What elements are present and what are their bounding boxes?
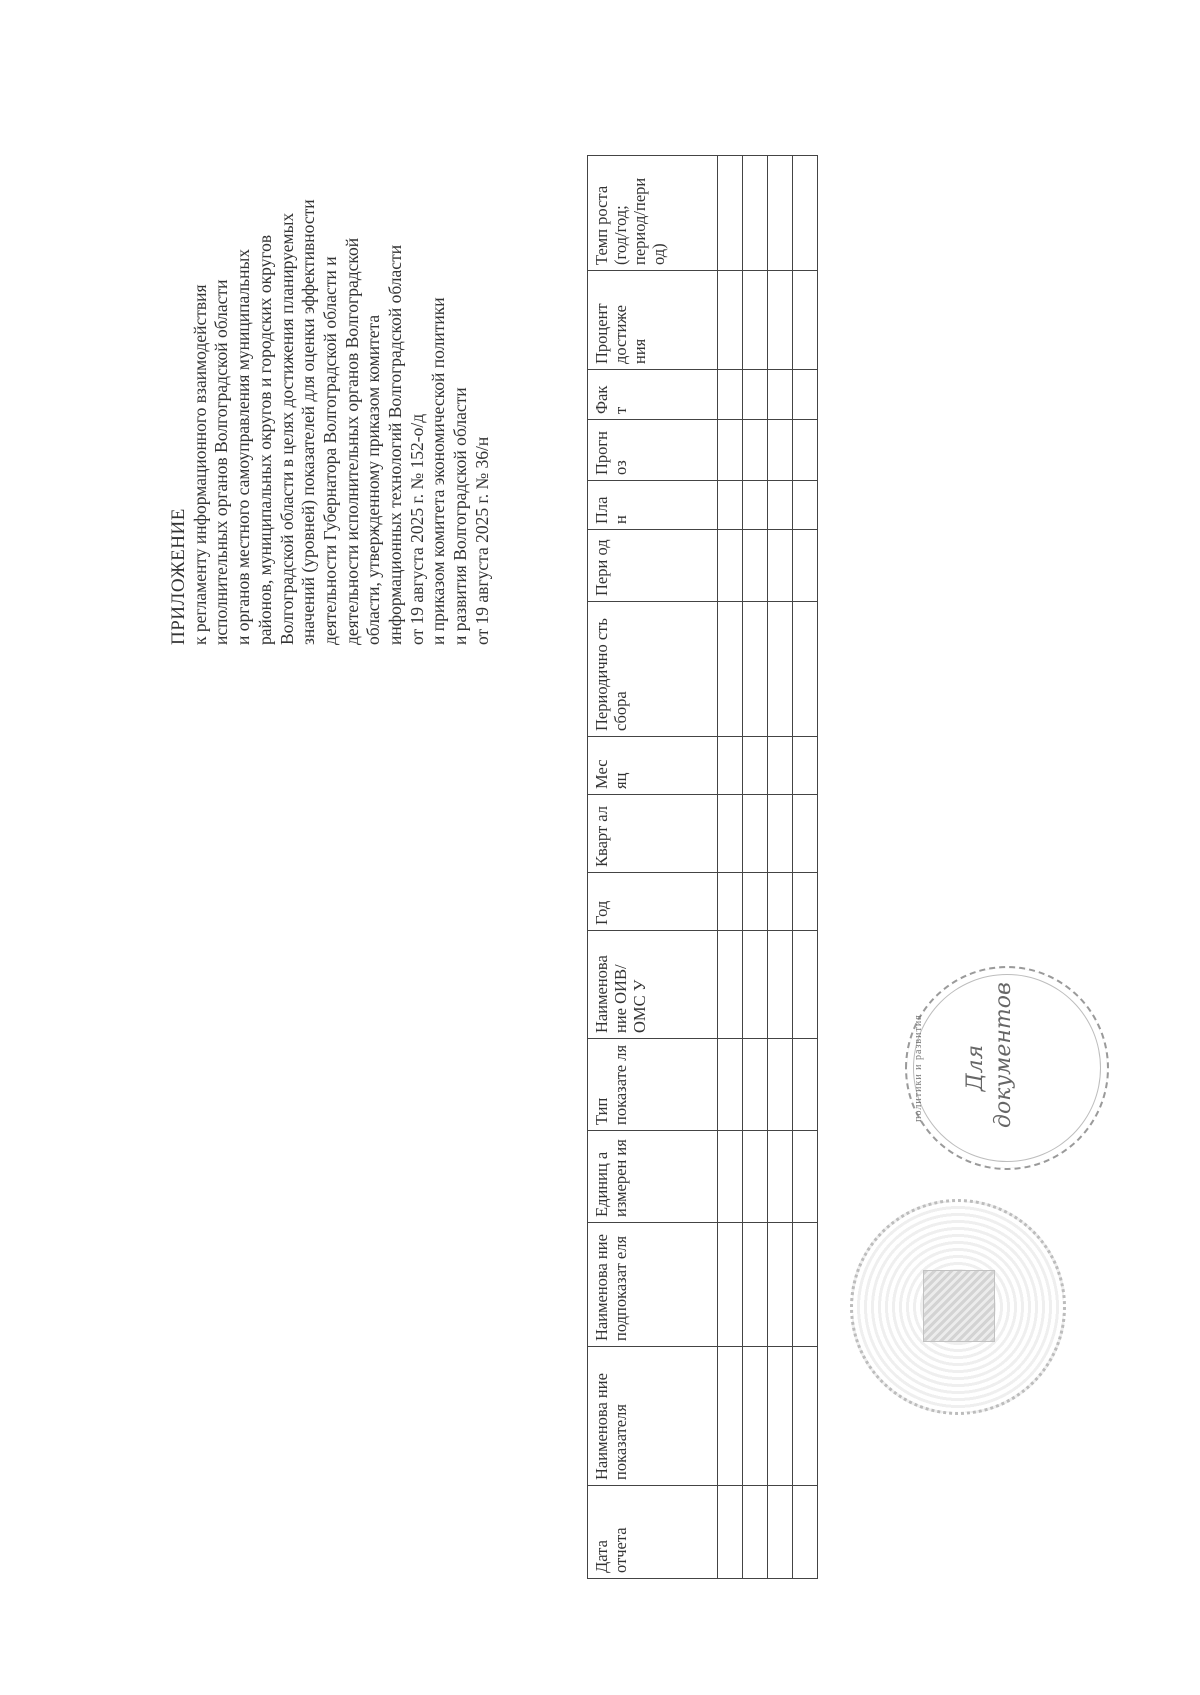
table-cell — [768, 271, 793, 370]
table-cell — [793, 156, 818, 271]
table-cell — [768, 795, 793, 873]
table-cell — [743, 481, 768, 530]
table-cell — [768, 420, 793, 481]
appendix-title: ПРИЛОЖЕНИЕ — [168, 508, 189, 645]
column-header-period: Пери од — [588, 530, 718, 602]
table-cell — [718, 602, 743, 737]
round-seal-label: Для документов — [963, 982, 1016, 1128]
table-cell — [768, 1347, 793, 1486]
header-line: области, утвержденному приказом комитета — [363, 314, 384, 645]
column-header-report-date: Дата отчета — [588, 1486, 718, 1579]
header-line: Волгоградской области в целях достижения планируемых — [276, 212, 297, 645]
header-line: и органов местного самоуправления муниципальных — [233, 249, 254, 645]
table-cell — [768, 1131, 793, 1223]
header-line: и приказом комитета экономической политики — [428, 297, 449, 645]
table-cell — [768, 873, 793, 931]
stamp-emblem — [923, 1270, 995, 1342]
table-cell — [793, 795, 818, 873]
official-stamp-seal — [850, 1199, 1066, 1415]
header-line: от 19 августа 2025 г. № 152-о/д — [406, 413, 427, 645]
table-cell — [718, 420, 743, 481]
table-cell — [793, 931, 818, 1039]
table-cell — [793, 1223, 818, 1347]
column-header-fact: Фак т — [588, 370, 718, 420]
table-cell — [743, 370, 768, 420]
column-header-growth-rate: Темп роста (год/год; период/пери од) — [588, 156, 718, 271]
table-cell — [793, 370, 818, 420]
table-cell — [743, 873, 768, 931]
table-cell — [718, 1039, 743, 1131]
header-line: от 19 августа 2025 г. № 36/н — [471, 436, 492, 645]
report-table-container — [587, 155, 818, 1579]
table-cell — [793, 1486, 818, 1579]
table-cell — [743, 1039, 768, 1131]
table-cell — [743, 737, 768, 795]
table-row — [793, 156, 818, 1579]
column-header-month: Мес яц — [588, 737, 718, 795]
table-cell — [793, 1039, 818, 1131]
header-line: к регламенту информационного взаимодействия — [189, 284, 210, 645]
table-row — [768, 156, 793, 1579]
header-line: информационных технологий Волгоградской области — [385, 244, 406, 645]
table-cell — [793, 737, 818, 795]
table-cell — [743, 420, 768, 481]
table-cell — [793, 530, 818, 602]
header-line: деятельности исполнительных органов Волгоградской — [341, 237, 362, 645]
table-cell — [718, 931, 743, 1039]
table-cell — [768, 481, 793, 530]
table-cell — [768, 931, 793, 1039]
round-seal-ring-text: политики и развития — [913, 1014, 924, 1122]
table-cell — [768, 737, 793, 795]
table-cell — [718, 1347, 743, 1486]
table-cell — [743, 530, 768, 602]
table-cell — [718, 271, 743, 370]
table-cell — [768, 1039, 793, 1131]
table-cell — [768, 530, 793, 602]
table-cell — [743, 602, 768, 737]
table-cell — [718, 873, 743, 931]
round-seal-text — [962, 982, 1052, 1128]
table-cell — [743, 1131, 768, 1223]
table-cell — [718, 737, 743, 795]
table-cell — [718, 156, 743, 271]
header-line: районов, муниципальных округов и городских округов — [254, 234, 275, 645]
column-header-plan: Пла н — [588, 481, 718, 530]
table-cell — [718, 370, 743, 420]
table-cell — [743, 271, 768, 370]
header-line: значений (уровней) показателей для оценки эффективности — [298, 199, 319, 645]
column-header-quarter: Кварт ал — [588, 795, 718, 873]
round-seal — [905, 966, 1109, 1170]
table-header-row — [588, 156, 718, 1579]
table-cell — [793, 602, 818, 737]
header-line: исполнительных органов Волгоградской области — [211, 279, 232, 645]
table-row — [743, 156, 768, 1579]
table-cell — [718, 530, 743, 602]
column-header-indicator-type: Тип показате ля — [588, 1039, 718, 1131]
table-cell — [793, 1347, 818, 1486]
column-header-unit: Единиц а измерен ия — [588, 1131, 718, 1223]
table-cell — [718, 481, 743, 530]
column-header-organization: Наименова ние ОИВ/ОМС У — [588, 931, 718, 1039]
table-cell — [743, 1223, 768, 1347]
column-header-forecast: Прогн оз — [588, 420, 718, 481]
table-cell — [743, 795, 768, 873]
table-cell — [743, 931, 768, 1039]
table-cell — [793, 873, 818, 931]
table-cell — [718, 1223, 743, 1347]
column-header-indicator-name: Наименова ние показателя — [588, 1347, 718, 1486]
table-cell — [768, 1486, 793, 1579]
table-cell — [793, 481, 818, 530]
table-cell — [718, 795, 743, 873]
table-cell — [793, 1131, 818, 1223]
header-line: деятельности Губернатора Волгоградской области и — [319, 256, 340, 645]
column-header-periodicity: Периодично сть сбора — [588, 602, 718, 737]
column-header-year: Год — [588, 873, 718, 931]
header-line: и развития Волгоградской области — [450, 387, 471, 645]
table-cell — [718, 1486, 743, 1579]
table-cell — [743, 1347, 768, 1486]
table-cell — [768, 602, 793, 737]
table-cell — [743, 156, 768, 271]
table-cell — [768, 1223, 793, 1347]
table-cell — [793, 420, 818, 481]
column-header-achievement-percent: Процент достиже ния — [588, 271, 718, 370]
table-cell — [768, 370, 793, 420]
table-cell — [793, 271, 818, 370]
table-cell — [718, 1131, 743, 1223]
table-row — [718, 156, 743, 1579]
appendix-header — [168, 5, 494, 645]
table-cell — [768, 156, 793, 271]
report-table — [587, 155, 818, 1579]
table-cell — [743, 1486, 768, 1579]
table-body — [718, 156, 818, 1579]
column-header-subindicator-name: Наименова ние подпоказат еля — [588, 1223, 718, 1347]
